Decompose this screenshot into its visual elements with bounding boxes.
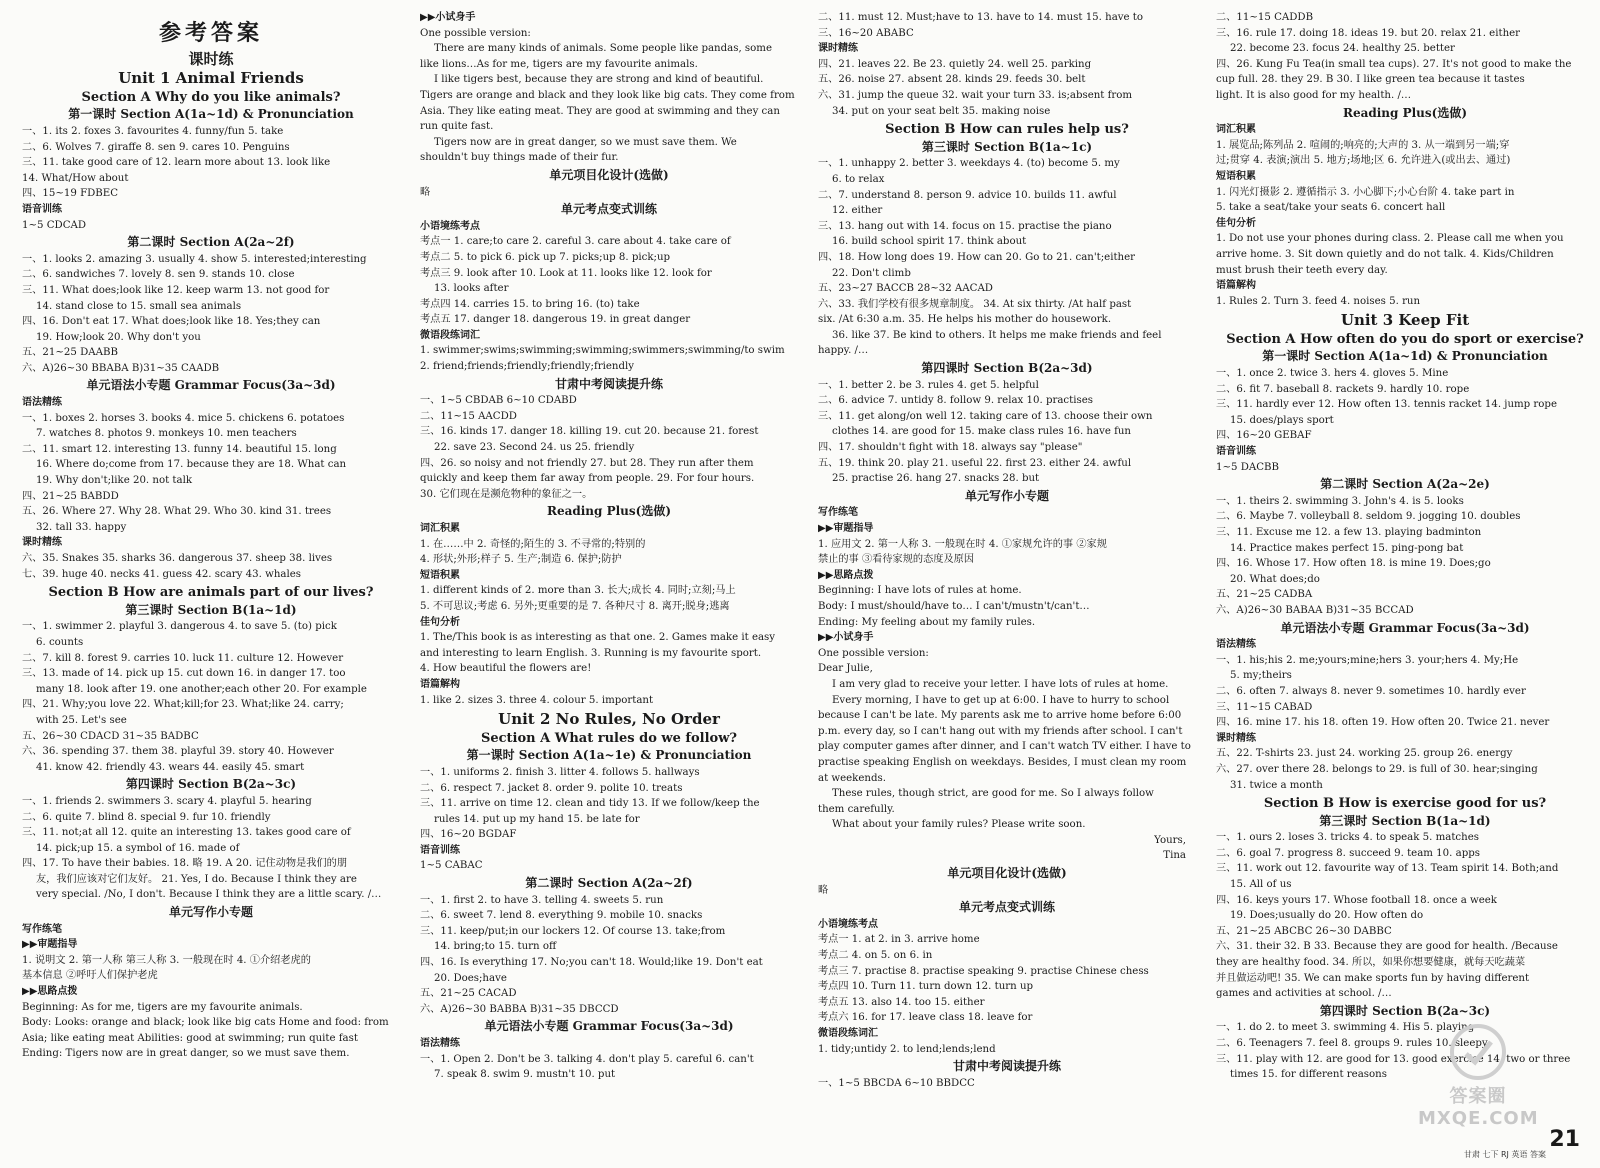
answer-line: What about your family rules? Please write soon. bbox=[832, 819, 1086, 831]
block-label: 课时精练 bbox=[818, 43, 858, 55]
lesson-heading: 单元项目化设计(选做) bbox=[549, 167, 669, 182]
lesson-heading: 第一课时 Section A(1a~1e) & Pronunciation bbox=[466, 748, 752, 763]
answer-line: 1. different kinds of 2. more than 3. 长大;成长 4. 同时;立刻;马上 bbox=[420, 585, 736, 597]
lesson-heading: Reading Plus(选做) bbox=[546, 504, 672, 519]
answer-line: play computer games after dinner, and I can't watch TV either. I have to bbox=[818, 741, 1191, 753]
answer-line: 三、11. get along/on well 12. taking care of 13. choose their own bbox=[818, 410, 1153, 422]
answer-line: like lions…As for me, tigers are my favourite animals. bbox=[420, 58, 698, 70]
answer-line: 考点五 13. also 14. too 15. either bbox=[818, 996, 985, 1008]
answer-line: 一、1. looks 2. amazing 3. usually 4. show 5. interested;interesting bbox=[22, 253, 367, 265]
answer-line: 4. 形状;外形;样子 5. 生产;制造 6. 保护;防护 bbox=[420, 554, 622, 566]
answer-line: 36. like 37. Be kind to others. It helps me make friends and feel bbox=[832, 329, 1162, 341]
unit-heading: Unit 1 Animal Friends bbox=[118, 69, 304, 88]
watermark-circle-icon bbox=[1448, 1022, 1508, 1082]
answer-line: Tigers are orange and black and they look like big cats. They come from bbox=[420, 89, 795, 101]
answer-line: 四、16. Is everything 17. No;you can't 18. Would;like 19. Don't eat bbox=[420, 957, 763, 969]
answer-line: 四、16. mine 17. his 18. often 19. How often 20. Twice 21. never bbox=[1216, 717, 1550, 729]
answer-line: 1~5 CABAC bbox=[420, 860, 483, 872]
answer-line: 三、11. keep/put;in our lockers 12. Of course 13. take;from bbox=[420, 925, 726, 937]
answer-line: 略 bbox=[420, 186, 431, 198]
answer-line: 五、21~25 CADBA bbox=[1216, 589, 1313, 601]
answer-line: 5. take a seat/take your seats 6. concert hall bbox=[1216, 202, 1446, 214]
answer-line: 友，我们应该对它们友好。 21. Yes, I do. Because I think they are bbox=[36, 873, 357, 885]
answer-line: 14. pick;up 15. a symbol of 16. made of bbox=[36, 842, 240, 854]
answer-line: shouldn't buy things made of their fur. bbox=[420, 152, 619, 164]
answer-line: 1. 在……中 2. 奇怪的;陌生的 3. 不寻常的;特别的 bbox=[420, 538, 646, 550]
answer-line: 二、6. sandwiches 7. lovely 8. sen 9. stands 10. close bbox=[22, 269, 295, 281]
answer-line: 六、31. jump the queue 32. wait your turn 33. is;absent from bbox=[818, 89, 1133, 101]
answer-line: rules 14. put up my hand 15. be late for bbox=[434, 813, 640, 825]
answer-line: 五、26. Where 27. Why 28. What 29. Who 30. kind 31. trees bbox=[22, 506, 332, 518]
block-label: 词汇积累 bbox=[420, 523, 460, 534]
answer-line: 四、15~19 FDBEC bbox=[22, 188, 119, 200]
block-label: 小语境练考点 bbox=[420, 220, 480, 232]
answer-line: 六、A)26~30 BBABA B)31~35 CAADB bbox=[22, 362, 220, 374]
block-label: 佳句分析 bbox=[420, 616, 460, 628]
answer-line: 7. speak 8. swim 9. mustn't 10. put bbox=[434, 1069, 616, 1081]
column-4 bbox=[1216, 10, 1594, 1083]
answer-line: 1. tidy;untidy 2. to lend;lends;lend bbox=[818, 1043, 996, 1055]
answer-line: 2. friend;friends;friendly;friendly;friendly bbox=[420, 361, 635, 373]
answer-line: 四、16~20 BGDAF bbox=[420, 829, 517, 841]
lesson-heading: 第三课时 Section B(1a~1c) bbox=[921, 139, 1093, 154]
answer-line: 二、6. often 7. always 8. never 9. sometimes 10. hardly ever bbox=[1216, 685, 1526, 697]
answer-line: 一、1. friends 2. swimmers 3. scary 4. playful 5. hearing bbox=[22, 795, 312, 807]
answer-line: 一、1. unhappy 2. better 3. weekdays 4. (to) become 5. my bbox=[818, 158, 1120, 170]
answer-line: 考点三 9. look after 10. Look at 11. looks like 12. look for bbox=[420, 267, 712, 279]
lesson-heading: 第四课时 Section B(2a~3d) bbox=[921, 361, 1093, 376]
answer-line: 过;贯穿 4. 表演;演出 5. 地方;场地;区 6. 允许进入(或出去、通过) bbox=[1216, 155, 1511, 167]
answer-line: 14. What/How about bbox=[22, 172, 129, 184]
lesson-heading: 第四课时 Section B(2a~3c) bbox=[1319, 1003, 1491, 1018]
answer-line: 1. Rules 2. Turn 3. feed 4. noises 5. run bbox=[1216, 295, 1421, 307]
answer-line: 1. Do not use your phones during class. 2. Please call me when you bbox=[1216, 233, 1564, 245]
lesson-heading: 第二课时 Section A(2a~2f) bbox=[127, 235, 295, 250]
answer-line: 考点六 16. for 17. leave class 18. leave for bbox=[818, 1012, 1033, 1024]
answer-line: I am very glad to receive your letter. I have lots of rules at home. bbox=[832, 678, 1169, 690]
block-label: 短语积累 bbox=[1216, 170, 1256, 182]
answer-line: p.m. every day, so I can't hang out with my friends after school. I can't bbox=[818, 725, 1183, 737]
answer-line: 15. does/plays sport bbox=[1230, 414, 1334, 426]
answer-line: 三、11. work out 12. favourite way of 13. Team spirit 14. Both;and bbox=[1216, 863, 1559, 875]
block-label: 佳句分析 bbox=[1216, 217, 1256, 229]
answer-line: 31. twice a month bbox=[1230, 779, 1323, 791]
block-label: 写作练笔 bbox=[22, 923, 62, 935]
block-label: ▶▶审题指导 bbox=[22, 939, 78, 951]
answer-line: 12. either bbox=[832, 205, 883, 217]
answer-line: 二、6. Wolves 7. giraffe 8. sen 9. cares 10. Penguins bbox=[22, 141, 290, 153]
lesson-heading: 第二课时 Section A(2a~2e) bbox=[1320, 477, 1490, 492]
answer-line: 7. watches 8. photos 9. monkeys 10. men teachers bbox=[36, 428, 297, 440]
answer-line: clothes 14. are good for 15. make class rules 16. have fun bbox=[832, 426, 1131, 438]
answer-line: 14. stand close to 15. small sea animals bbox=[36, 300, 242, 312]
page-number: 21 bbox=[1549, 1127, 1580, 1152]
lesson-heading: 第三课时 Section B(1a~1d) bbox=[1319, 813, 1491, 828]
answer-line: 二、6. quite 7. blind 8. special 9. fur 10. friendly bbox=[22, 811, 271, 823]
answer-line: 四、21. leaves 22. Be 23. quietly 24. well 25. parking bbox=[818, 58, 1092, 70]
answer-line: 四、16. keys yours 17. Whose football 18. once a week bbox=[1216, 894, 1497, 906]
answer-line: 四、21~25 BABDD bbox=[22, 490, 119, 502]
answer-line: run quite fast. bbox=[420, 121, 494, 133]
block-label: 语法精练 bbox=[22, 397, 62, 409]
answer-line: 一、1. do 2. to meet 3. swimming 4. His 5. playing bbox=[1216, 1022, 1475, 1034]
answer-line: Body: I must/should/have to… I can't/mustn't/can't… bbox=[818, 600, 1090, 612]
answer-line: 五、26. noise 27. absent 28. kinds 29. feeds 30. belt bbox=[818, 74, 1086, 86]
answer-line: 一、1. uniforms 2. finish 3. litter 4. follows 5. hallways bbox=[420, 766, 700, 778]
lesson-heading: 第三课时 Section B(1a~1d) bbox=[125, 602, 297, 617]
answer-line: cup full. 28. they 29. B 30. I like green tea because it tastes bbox=[1216, 74, 1525, 86]
answer-line: 五、19. think 20. play 21. useful 22. first 23. either 24. awful bbox=[818, 457, 1132, 469]
answer-line: 1. swimmer;swims;swimming;swimming;swimmers;swimming/to swim bbox=[420, 345, 785, 357]
lesson-heading: 单元语法小专题 Grammar Focus(3a~3d) bbox=[86, 378, 336, 393]
answer-line: 19. How;look 20. Why don't you bbox=[36, 331, 201, 343]
answer-line: many 18. look after 19. one another;each other 20. For example bbox=[36, 683, 367, 695]
answer-line: 20. Does;have bbox=[434, 972, 507, 984]
lesson-heading: 单元写作小专题 bbox=[168, 905, 253, 920]
answer-line: 基本信息 ②呼吁人们保护老虎 bbox=[22, 970, 158, 982]
answer-line: Every morning, I have to get up at 6:00. I have to hurry to school bbox=[832, 694, 1170, 706]
answer-line: at weekends. bbox=[818, 772, 886, 784]
answer-line: 1. 说明文 2. 第一人称 第三人称 3. 一般现在时 4. ①介绍老虎的 bbox=[22, 954, 311, 966]
answer-line: with 25. Let's see bbox=[36, 714, 127, 726]
block-label: 语音训练 bbox=[420, 844, 460, 856]
answer-line: 1. like 2. sizes 3. three 4. colour 5. important bbox=[420, 694, 654, 706]
block-label: 课时精练 bbox=[1216, 732, 1256, 744]
answer-line: Body: Looks: orange and black; look like big cats Home and food: from bbox=[22, 1017, 389, 1029]
answer-line: 三、11. What does;look like 12. keep warm 13. not good for bbox=[22, 284, 330, 296]
answer-line: 六、33. 我们学校有很多规章制度。 34. At six thirty. /At half past bbox=[818, 298, 1132, 310]
lesson-heading: Reading Plus(选做) bbox=[1342, 105, 1468, 120]
answer-line: 1. 闪光灯摄影 2. 遵循指示 3. 小心脚下;小心台阶 4. take part in bbox=[1216, 186, 1515, 198]
column-3 bbox=[818, 10, 1196, 1091]
section-heading: Section B How are animals part of our lives? bbox=[48, 585, 374, 601]
answer-line: 32. tall 33. happy bbox=[36, 521, 127, 533]
section-heading: Section A Why do you like animals? bbox=[81, 89, 341, 105]
block-label: 微语段练词汇 bbox=[818, 1028, 878, 1039]
answer-line: six. /At 6:30 a.m. 35. He helps his mother do housework. bbox=[818, 314, 1112, 326]
answer-line: 一、1. once 2. twice 3. hers 4. gloves 5. Mine bbox=[1216, 368, 1449, 380]
block-label: 语篇解构 bbox=[420, 678, 460, 690]
answer-line: 六、36. spending 37. them 38. playful 39. story 40. However bbox=[22, 746, 334, 758]
answer-line: 四、16. Don't eat 17. What does;look like 18. Yes;they can bbox=[22, 316, 321, 328]
answer-line: 二、7. kill 8. forest 9. carries 10. luck 11. culture 12. However bbox=[22, 652, 344, 664]
answer-line: they are healthy food. 34. 所以，如果你想要健康，就每天吃蔬菜 bbox=[1216, 957, 1526, 969]
answer-line: 五、23~27 BACCB 28~32 AACAD bbox=[818, 283, 993, 295]
answer-line: light. It is also good for my health. /… bbox=[1216, 89, 1412, 101]
footer-note: 甘肃 七下 RJ 英语 答案 bbox=[1463, 1150, 1546, 1159]
column-2 bbox=[420, 10, 798, 1083]
answer-line: 22. save 23. Second 24. us 25. friendly bbox=[434, 442, 635, 454]
answer-line: 30. 它们现在是濒危物种的象征之一。 bbox=[420, 488, 593, 500]
block-label: 写作练笔 bbox=[818, 507, 858, 519]
answer-line: 禁止的事 ③看待家规的态度及原因 bbox=[818, 554, 975, 566]
letter-signature: Yours, bbox=[1154, 834, 1186, 846]
answer-line: 三、11. Excuse me 12. a few 13. playing badminton bbox=[1216, 527, 1482, 538]
answer-line: 考点二 4. on 5. on 6. in bbox=[818, 950, 933, 962]
answer-line: 三、13. hang out with 14. focus on 15. practise the piano bbox=[818, 220, 1112, 232]
answer-line: Beginning: I have lots of rules at home. bbox=[818, 585, 1022, 597]
lesson-heading: 单元考点变式训练 bbox=[560, 202, 657, 217]
answer-line: Tigers now are in great danger, so we must save them. We bbox=[434, 136, 737, 148]
answer-line: 并且做运动吧! 35. We can make sports fun by having different bbox=[1216, 972, 1530, 984]
watermark-logo bbox=[1418, 1022, 1538, 1142]
answer-line: There are many kinds of animals. Some people like pandas, some bbox=[434, 43, 772, 55]
answer-line: 一、1. his;his 2. me;yours;mine;hers 3. your;hers 4. My;He bbox=[1216, 654, 1519, 666]
answer-line: Dear Julie, bbox=[818, 663, 873, 675]
answer-line: 一、1. its 2. foxes 3. favourites 4. funny/fun 5. take bbox=[22, 125, 284, 137]
answer-line: 四、17. To have their babies. 18. 略 19. A 20. 记住动物是我们的朋 bbox=[22, 858, 348, 870]
block-label: 课时精练 bbox=[22, 537, 62, 549]
block-label: ▶▶思路点拨 bbox=[22, 986, 78, 998]
unit-heading: Unit 3 Keep Fit bbox=[1340, 311, 1470, 330]
answer-line: 一、1. ours 2. loses 3. tricks 4. to speak 5. matches bbox=[1216, 832, 1479, 844]
answer-line: 二、6. sweet 7. lend 8. everything 9. mobile 10. snacks bbox=[420, 910, 703, 922]
answer-line: 二、6. Maybe 7. volleyball 8. seldom 9. jogging 10. doubles bbox=[1216, 511, 1521, 523]
block-label: 短语积累 bbox=[420, 569, 460, 581]
answer-line: 四、18. How long does 19. How can 20. Go to 21. can't;either bbox=[818, 251, 1136, 263]
answer-line: 六、A)26~30 BABBA B)31~35 DBCCD bbox=[420, 1003, 619, 1015]
answer-line: These rules, though strict, are good for me. So I always follow bbox=[832, 788, 1154, 800]
answer-line: 二、6. fit 7. baseball 8. rackets 9. hardly 10. rope bbox=[1216, 383, 1470, 395]
answer-line: 6. counts bbox=[36, 636, 84, 648]
answer-line: 三、11. take good care of 12. learn more about 13. look like bbox=[22, 157, 331, 169]
answer-line: 41. know 42. friendly 43. wears 44. easily 45. smart bbox=[36, 761, 305, 773]
answer-line: 16. Where do;come from 17. because they are 18. What can bbox=[36, 459, 347, 471]
lesson-heading: 单元考点变式训练 bbox=[958, 900, 1055, 915]
answer-line: 22. Don't climb bbox=[832, 267, 911, 279]
answer-line: and interesting to learn English. 3. Running is my favourite sport. bbox=[420, 647, 762, 659]
answer-line: 16. build school spirit 17. think about bbox=[832, 236, 1027, 248]
answer-line: Asia; like eating meat Abilities: good at swimming; run quite fast bbox=[22, 1032, 358, 1044]
answer-line: happy. /… bbox=[818, 345, 869, 357]
answer-line: 二、11~15 AACDD bbox=[420, 410, 517, 422]
answer-line: 考点一 1. care;to care 2. careful 3. care about 4. take care of bbox=[420, 236, 731, 248]
lesson-heading: 第四课时 Section B(2a~3c) bbox=[125, 777, 297, 792]
answer-line: 25. practise 26. hang 27. snacks 28. but bbox=[832, 473, 1040, 485]
lesson-heading: 单元语法小专题 Grammar Focus(3a~3d) bbox=[484, 1019, 734, 1034]
answer-line: 4. How beautiful the flowers are! bbox=[420, 663, 592, 675]
section-heading: Section B How can rules help us? bbox=[885, 122, 1129, 138]
answer-line: 略 bbox=[818, 884, 829, 896]
answer-line: very special. /No, I don't. Because I think they are a little scary. /… bbox=[36, 889, 382, 901]
watermark-line2: MXQE.COM bbox=[1418, 1108, 1539, 1129]
answer-line: 四、17. shouldn't fight with 18. always say "please" bbox=[818, 442, 1083, 454]
answer-line: 一、1. boxes 2. horses 3. books 4. mice 5. chickens 6. potatoes bbox=[22, 412, 345, 424]
block-label: 语篇解构 bbox=[1216, 280, 1256, 292]
answer-line: 三、16~20 ABABC bbox=[818, 27, 914, 39]
section-heading: Section A How often do you do sport or exercise? bbox=[1226, 331, 1584, 347]
answer-line: 13. looks after bbox=[434, 283, 509, 295]
block-label: 词汇积累 bbox=[1216, 124, 1256, 136]
lesson-heading: 单元写作小专题 bbox=[964, 488, 1049, 503]
answer-line: One possible version: bbox=[818, 647, 929, 659]
answer-line: 1. The/This book is as interesting as that one. 2. Games make it easy bbox=[420, 632, 776, 644]
answer-line: Ending: Tigers now are in great danger, so we must save them. bbox=[22, 1048, 350, 1060]
block-label: 微语段练词汇 bbox=[420, 329, 480, 341]
answer-line: Ending: My feeling about my family rules. bbox=[818, 616, 1036, 628]
section-heading: Section A What rules do we follow? bbox=[480, 730, 738, 746]
lesson-heading: 单元语法小专题 Grammar Focus(3a~3d) bbox=[1280, 620, 1530, 635]
answer-line: 一、1. better 2. be 3. rules 4. get 5. helpful bbox=[818, 379, 1039, 391]
answer-line: One possible version: bbox=[420, 27, 531, 39]
answer-line: 四、16~20 GEBAF bbox=[1216, 430, 1312, 442]
answer-line: 六、A)26~30 BABAA B)31~35 BCCAD bbox=[1216, 604, 1414, 616]
answer-line: practise speaking English on weekdays. Besides, I must clean my room bbox=[818, 756, 1187, 768]
answer-line: 考点二 5. to pick 6. pick up 7. picks;up 8. pick;up bbox=[420, 251, 671, 263]
answer-line: 三、11. play with 12. are good for 13. good exercise 14. two or three bbox=[1216, 1053, 1571, 1065]
answer-line: 22. become 23. focus 24. healthy 25. better bbox=[1230, 43, 1455, 55]
answer-line: I like tigers best, because they are strong and kind of beautiful. bbox=[434, 74, 764, 86]
answer-line: 5. my;theirs bbox=[1230, 670, 1292, 682]
answer-line: 1. 展览品;陈列品 2. 喧闹的;响亮的;大声的 3. 从一端到另一端;穿 bbox=[1216, 139, 1510, 151]
answer-line: because I can't be late. My parents ask me to arrive home before 6:00 bbox=[818, 710, 1182, 722]
answer-line: 四、16. Whose 17. How often 18. is mine 19. Does;go bbox=[1216, 558, 1491, 570]
block-label: ▶▶小试身手 bbox=[420, 12, 476, 23]
answer-line: 一、1~5 BBCDA 6~10 BBDCC bbox=[818, 1077, 975, 1089]
answer-line: 三、11. hardly ever 12. How often 13. tennis racket 14. jump rope bbox=[1216, 399, 1557, 411]
answer-line: 六、27. over there 28. belongs to 29. is full of 30. hear;singing bbox=[1216, 763, 1538, 775]
answer-line: 七、39. huge 40. necks 41. guess 42. scary 43. whales bbox=[22, 568, 301, 580]
answer-line: Beginning: As for me, tigers are my favourite animals. bbox=[22, 1001, 303, 1013]
answer-line: them carefully. bbox=[818, 803, 895, 815]
answer-line: 考点五 17. danger 18. dangerous 19. in great danger bbox=[420, 314, 691, 326]
answer-line: times 15. for different reasons bbox=[1230, 1069, 1387, 1081]
answer-line: 五、26~30 CDACD 31~35 BADBC bbox=[22, 730, 199, 742]
answer-line: 六、35. Snakes 35. sharks 36. dangerous 37. sheep 38. lives bbox=[22, 553, 333, 564]
answer-line: 14. bring;to 15. turn off bbox=[434, 941, 557, 953]
block-label: ▶▶小试身手 bbox=[818, 632, 874, 644]
answer-line: 34. put on your seat belt 35. making noise bbox=[832, 105, 1051, 117]
answer-line: 二、11. smart 12. interesting 13. funny 14. beautiful 15. long bbox=[22, 443, 337, 455]
answer-line: 六、31. their 32. B 33. Because they are good for health. /Because bbox=[1216, 941, 1558, 953]
column-1 bbox=[22, 10, 400, 1062]
answer-line: 三、11~15 CABAD bbox=[1216, 701, 1313, 713]
answer-line: 四、21. Why;you love 22. What;kill;for 23. What;like 24. carry; bbox=[22, 699, 344, 711]
answer-line: 三、11. not;at all 12. quite an interesting 13. takes good care of bbox=[22, 827, 351, 839]
watermark-line1: 答案圈 bbox=[1449, 1086, 1507, 1107]
answer-line: 15. All of us bbox=[1230, 879, 1292, 891]
answer-line: 19. Why don't;like 20. not talk bbox=[36, 475, 193, 487]
answer-line: 三、13. made of 14. pick up 15. cut down 16. in danger 17. too bbox=[22, 668, 346, 680]
letter-signature: Tina bbox=[1163, 850, 1186, 862]
block-label: ▶▶审题指导 bbox=[818, 523, 874, 534]
block-label: 语法精练 bbox=[420, 1038, 460, 1049]
answer-line: 五、21~25 CACAD bbox=[420, 988, 517, 1000]
lesson-heading: 单元项目化设计(选做) bbox=[947, 866, 1067, 881]
answer-line: 五、21~25 ABCBC 26~30 DABBC bbox=[1216, 925, 1392, 937]
answer-line: 三、16. rule 17. doing 18. ideas 19. but 20. relax 21. either bbox=[1216, 27, 1521, 39]
lesson-heading: 第二课时 Section A(2a~2f) bbox=[525, 876, 693, 891]
lesson-heading: 第一课时 Section A(1a~1d) & Pronunciation bbox=[1262, 349, 1548, 364]
unit-heading: Unit 2 No Rules, No Order bbox=[498, 710, 720, 729]
answer-line: 二、6. Teenagers 7. feel 8. groups 9. rules 10. sleepy bbox=[1216, 1038, 1488, 1049]
answer-line: 一、1~5 CBDAB 6~10 CDABD bbox=[420, 395, 577, 407]
answer-line: 二、11. must 12. Must;have to 13. have to 14. must 15. have to bbox=[818, 12, 1144, 23]
answer-line: 二、6. goal 7. progress 8. succeed 9. team 10. apps bbox=[1216, 847, 1480, 859]
answer-line: 19. Does;usually do 20. How often do bbox=[1230, 910, 1424, 922]
answer-line: 三、11. arrive on time 12. clean and tidy 13. If we follow/keep the bbox=[420, 798, 760, 810]
answer-line: 5. 不可思议;考虑 6. 另外;更重要的是 7. 各种尺寸 8. 离开;脱身;逃离 bbox=[420, 600, 730, 612]
answer-line: 考点三 7. practise 8. practise speaking 9. practise Chinese chess bbox=[818, 965, 1149, 977]
answer-line: 五、22. T-shirts 23. just 24. working 25. group 26. energy bbox=[1216, 748, 1513, 760]
answer-line: 二、7. understand 8. person 9. advice 10. builds 11. awful bbox=[818, 189, 1117, 201]
answer-line: 一、1. first 2. to have 3. telling 4. sweets 5. run bbox=[420, 894, 664, 906]
block-label: 小语境练考点 bbox=[818, 918, 878, 930]
answer-line: 6. to relax bbox=[832, 173, 885, 185]
lesson-heading: 第一课时 Section A(1a~1d) & Pronunciation bbox=[68, 107, 354, 122]
lesson-heading: 甘肃中考阅读提升练 bbox=[952, 1059, 1061, 1074]
answer-line: 考点四 14. carries 15. to bring 16. (to) take bbox=[420, 298, 640, 310]
answer-line: 1. 应用文 2. 第一人称 3. 一般现在时 4. ①家规允许的事 ②家规 bbox=[818, 538, 1107, 550]
answer-line: 1~5 DACBB bbox=[1216, 461, 1280, 473]
section-heading: Section B How is exercise good for us? bbox=[1263, 796, 1547, 812]
answer-line: 一、1. Open 2. Don't be 3. talking 4. don't play 5. careful 6. can't bbox=[420, 1053, 754, 1065]
answer-line: 一、1. swimmer 2. playful 3. dangerous 4. to save 5. (to) pick bbox=[22, 621, 337, 633]
answer-line: 20. What does;do bbox=[1230, 573, 1320, 585]
answer-line: 五、21~25 DAABB bbox=[22, 347, 118, 359]
answer-line: 考点一 1. at 2. in 3. arrive home bbox=[818, 934, 980, 946]
unit-heading: 课时练 bbox=[188, 49, 234, 68]
lesson-heading: 甘肃中考阅读提升练 bbox=[554, 376, 663, 391]
answer-line: quickly and keep them far away from people. 29. For four hours. bbox=[420, 473, 755, 485]
answer-line: 一、1. theirs 2. swimming 3. John's 4. is 5. looks bbox=[1216, 495, 1464, 507]
answer-line: 考点四 10. Turn 11. turn down 12. turn up bbox=[818, 981, 1034, 993]
answer-line: 四、26. Kung Fu Tea(in small tea cups). 27. It's not good to make the bbox=[1216, 58, 1572, 70]
answer-line: 14. Practice makes perfect 15. ping-pong bat bbox=[1230, 542, 1464, 554]
block-label: ▶▶思路点拨 bbox=[818, 569, 874, 581]
answer-line: arrive home. 3. Sit down quietly and do not talk. 4. Kids/Children bbox=[1216, 248, 1554, 260]
block-label: 语音训练 bbox=[1216, 446, 1256, 458]
answer-line: games and activities at school. /… bbox=[1216, 988, 1392, 1000]
answer-line: 三、16. kinds 17. danger 18. killing 19. cut 20. because 21. forest bbox=[420, 426, 759, 438]
answer-line: must brush their teeth every day. bbox=[1216, 264, 1388, 276]
page-title: 参考答案 bbox=[158, 20, 263, 46]
block-label: 语音训练 bbox=[22, 203, 62, 215]
answer-line: 二、6. advice 7. untidy 8. follow 9. relax 10. practises bbox=[818, 395, 1093, 407]
answer-line: 四、26. so noisy and not friendly 27. but 28. They run after them bbox=[420, 457, 754, 469]
answer-line: Asia. They like eating meat. They are good at swimming and they can bbox=[420, 105, 780, 117]
block-label: 语法精练 bbox=[1216, 639, 1256, 651]
answer-line: 1~5 CDCAD bbox=[22, 219, 87, 231]
answer-line: 二、6. respect 7. jacket 8. order 9. polite 10. treats bbox=[420, 782, 683, 794]
answer-line: 二、11~15 CADDB bbox=[1216, 12, 1314, 23]
